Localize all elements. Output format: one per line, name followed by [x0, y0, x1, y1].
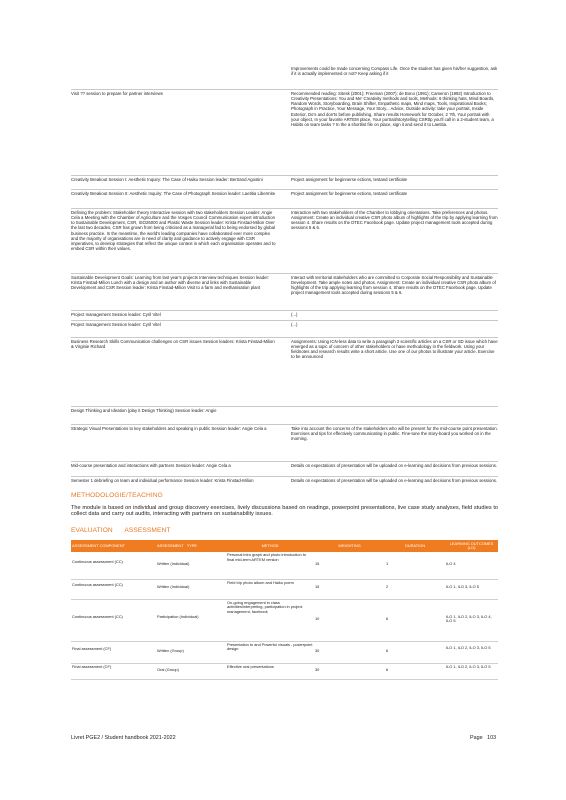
- evaluation-title: EVALUATION: [71, 527, 113, 534]
- schedule-row-12-assignment: Details on expectations of presentation will be uploaded on e-learning and decisions from previous sessions.: [291, 478, 498, 483]
- row-divider: [71, 89, 498, 90]
- cell-duration: 6: [386, 647, 389, 653]
- schedule-row-2-session: Creativity Breakout Session I: Aesthetic Inquiry: The Case of Haiku Session leader: Bertrand Agostini: [71, 177, 263, 182]
- table-row: [71, 599, 498, 641]
- cell-weighting: 30: [315, 647, 320, 653]
- cell-type: Written (Individual): [157, 583, 190, 589]
- schedule-row-4-assignment: Interaction with two stakeholders of the Chamber to lobbying orientations. Take preferences and photos. Assignment: Create an individual creative CSR photo album of highlights of the trip by applying learning from session 4. Share results on the DTEC Facebook page. Update project management tools accepted during sessions 5 & 6.: [291, 210, 498, 231]
- schedule-row-7-assignment: (...): [291, 322, 298, 327]
- col-weighting: WEIGHTING: [314, 540, 385, 552]
- schedule-row-9-assignment: [291, 408, 498, 414]
- schedule-row-8-assignment: Assignments: Using ICN-less data to write a paragraph 3 scientific articles on a CSR or SD issue which have emerged as a topic of concern of other stakeholders or have methodology in the fieldwork. Using your fieldnotes and research results write a short article. Use one of our photos to illustrate your article. Exercise to be announced: [291, 339, 498, 360]
- methodology-text: The module is based on individual and group discovery exercises, lively discussions based on readings, powerpoint presentations, live case study analyses, field studies to collect data and carry out audits, interacting with partners on sustainability issues.: [71, 505, 498, 518]
- cell-duration: 1: [386, 561, 389, 566]
- cell-method: Personal intro graph and photo introduction to final mid-term ARTEM version: [227, 552, 306, 562]
- row-divider: [71, 406, 498, 407]
- schedule-row-7-session: Project management Session leader: Cyril Vitel: [71, 322, 161, 327]
- schedule-row-1-assignment: Recommended reading: Sitesk (2001); Freeman (2007); de Bono (1991); Cameron (1992) Introduction to Creativity Presentations: You and Me' Creativity methods and tools, Methods: 6 thinking hats, Mind Boards, Random Words, Storyboarding, Brain Shifter, Empathetic maps, Mind maps, Tools, Inspirational Books; Photograph in Practice, Your Message, Your Story... Advice, Outside activity: take your portrait, Inside Exterior, Do's and don'ts before publishing, Share results Homework for October, 2 ?th, Your portrait with your object, In your favorite ARTEM place, Your portrait/storytelling CSRttp you'll call in a 2-student team, a Habits on team tasks ? In the a shortlist file on place, sign it and send it to Laetitia.: [291, 91, 495, 127]
- evaluation-heading: [71, 527, 170, 534]
- schedule-row-9-session: Design Thinking and Ideation (play it Design Thinking) Session leader: Angie: [71, 408, 217, 413]
- row-divider: [71, 476, 498, 477]
- schedule-row-12-session: Semester 1 debriefing on team and individual performance Session leader: Krista Finstad-Milion: [71, 478, 254, 483]
- col-component: ASSESSMENT COMPONENT: [71, 540, 156, 552]
- cell-component: Continuous assessment (CC): [72, 581, 123, 587]
- cell-outcomes: ILO 4: [446, 561, 456, 566]
- cell-type: Participation (Individual): [157, 613, 199, 619]
- schedule-row-10-session: Strategic Visual Presentations to key stakeholders and speaking in public Session leader: Angie Cela a: [71, 426, 267, 431]
- col-method: METHOD: [226, 540, 314, 552]
- page-number: 103: [487, 735, 497, 741]
- schedule-row-4-session: Defining the problem: Stakeholder theory Interactive session with two stakeholders Session Leader: Angie Cela a Meeting with the Chamber of Agriculture and the Vosges Council Communication expert introduction to Sustainable Development, CSR, ISO26000 and Plastic Waste Session leader: Krista Finstad-Milion Over the last two decades, CSR has grown from being criticised as a managerial fad to being endorsed by global business practice. In the meantime, the world's leading companies have collaborated ever more complex and the majority of organisations are in need of clarity and guidance to actively engage with CSR imperatives, to develop strategies that reflect the unique context in which each organisation operates and to embed CSR within their values.: [71, 210, 276, 252]
- cell-type: Oral (Group): [157, 666, 179, 672]
- col-type: [156, 540, 226, 552]
- row-divider: [71, 424, 498, 425]
- cell-method: On-going engagement in class activities/interpreting, participation in project management, facebook: [227, 599, 303, 614]
- cell-duration: 2: [386, 583, 389, 589]
- cell-outcomes: ILO 1, ILO 2, ILO 3, ILO 4, ILO 5: [446, 613, 492, 624]
- cell-type: Written (Group): [157, 647, 184, 653]
- table-row: [71, 579, 498, 599]
- row-divider: [71, 189, 498, 190]
- col-assessment-label: ASSESSMENT: [157, 542, 184, 548]
- cell-type: Written (Individual): [157, 561, 190, 566]
- schedule-row-5-session: Sustainable Development Goals: Learning from last year's projects Interview techniques Session leader: Krista Finstad-Milion Lunch with a design and an author with diverse and links with Sustainable Development and CSR Session leader: Krista Finstad-Milion Visit to a farm and methanisation plant: [71, 275, 270, 291]
- methodology-heading: METHODOLOGIE/TEACHING: [71, 492, 163, 499]
- cell-method: Field trip photo album and Haiku poem: [227, 579, 294, 585]
- schedule-top-continuation: Improvements could be made concerning Compass Life. Once the student has given his/her suggestion, ask if it is actually implemented or not? Keep asking if it: [291, 66, 498, 77]
- schedule-row-3-session: Creativity Breakout Session II: Aesthetic Inquiry: The Case of Photograph Session leader: Laetitia Libermite: [71, 191, 276, 196]
- cell-component: Final assessment (CF): [72, 663, 112, 669]
- table-row: [71, 641, 498, 663]
- cell-method: Effective oral presentations: [227, 663, 274, 669]
- schedule-row-1-session: Visit ?? session to prepare for partner interviews: [71, 91, 163, 96]
- cell-weighting: 30: [315, 666, 320, 672]
- cell-weighting: 10: [315, 615, 320, 621]
- cell-component: Continuous assessment (CC): [72, 559, 123, 564]
- assessment-title: ASSESSMENT: [124, 527, 171, 534]
- schedule-row-8-session: Business Research Skills Communication challenges on CSR issues Session leaders: Krista Finstad-Milion & Virginie Richard: [71, 339, 275, 350]
- cell-component: Continuous assessment (CC): [72, 613, 123, 619]
- table-row: [71, 663, 498, 679]
- cell-outcomes: ILO 1, ILO 2, ILO 3, ILO 5: [446, 663, 491, 669]
- schedule-row-10-assignment: Take into account the concerns of the stakeholders who will be present for the mid-course point presentation. Exercises and tips for effectively communicating in public. Fine-tune the story-board you worked on in the morning.: [291, 426, 498, 442]
- cell-outcomes: ILO 1, ILO 2, ILO 3, ILO 5: [446, 644, 491, 650]
- col-type-label: TYPE: [186, 542, 198, 548]
- row-divider: [71, 273, 498, 274]
- schedule-row-6-assignment: (...): [291, 312, 298, 317]
- col-duration: DURATION: [385, 540, 445, 552]
- schedule-row-2-assignment: Project assignment for beginnerse ections, testand certificate: [291, 177, 408, 182]
- cell-duration: 6: [386, 615, 389, 621]
- cell-weighting: 15: [315, 583, 320, 589]
- footer-handbook-title: Livret PGE2 / Student handbook 2021-2022: [71, 735, 176, 741]
- evaluation-table-header-row: [71, 540, 498, 552]
- row-divider: [71, 320, 498, 321]
- cell-outcomes: ILO 1, ILO 3, ILO 5: [446, 583, 479, 589]
- page-label: Page: [470, 735, 483, 741]
- cell-component: Final assessment (CF): [72, 645, 112, 651]
- row-divider: [71, 461, 498, 462]
- row-divider: [71, 310, 498, 311]
- col-outcomes: LEARNING OUTCOMES (LO): [445, 540, 498, 552]
- cell-method: Presentation to and Powerful visuals - powerpoint design: [227, 641, 313, 652]
- schedule-row-11-assignment: Details on expectations of presentation will be uploaded on e-learning and decisions from previous sessions.: [291, 463, 498, 468]
- table-row: [71, 552, 498, 579]
- schedule-row-6-session: Project management Session leader: Cyril Vitel: [71, 312, 161, 317]
- row-divider: [71, 175, 498, 176]
- schedule-row-3-assignment: Project assignment for beginnerse ections, testand certificate: [291, 191, 408, 196]
- cell-duration: 6: [386, 666, 389, 672]
- evaluation-table: [71, 540, 498, 680]
- row-divider: [71, 337, 498, 338]
- footer-page-number: [470, 735, 496, 741]
- row-divider: [71, 208, 498, 209]
- schedule-row-11-session: Mid-course presentation and interactions with partners Session leader: Angie Cela a: [71, 463, 231, 468]
- cell-weighting: 15: [315, 561, 320, 566]
- schedule-row-5-assignment: Interact with territorial stakeholders who are committed to Corporate Social Responsibility and Sustainable Development. Take ample notes and photos. Assignment: Create an individual creative CSR photo album of highlights of the trip applying learning from session 4. Share results on the DTEC Facebook page. Update project management tools accepted during sessions 5 & 6.: [291, 275, 496, 296]
